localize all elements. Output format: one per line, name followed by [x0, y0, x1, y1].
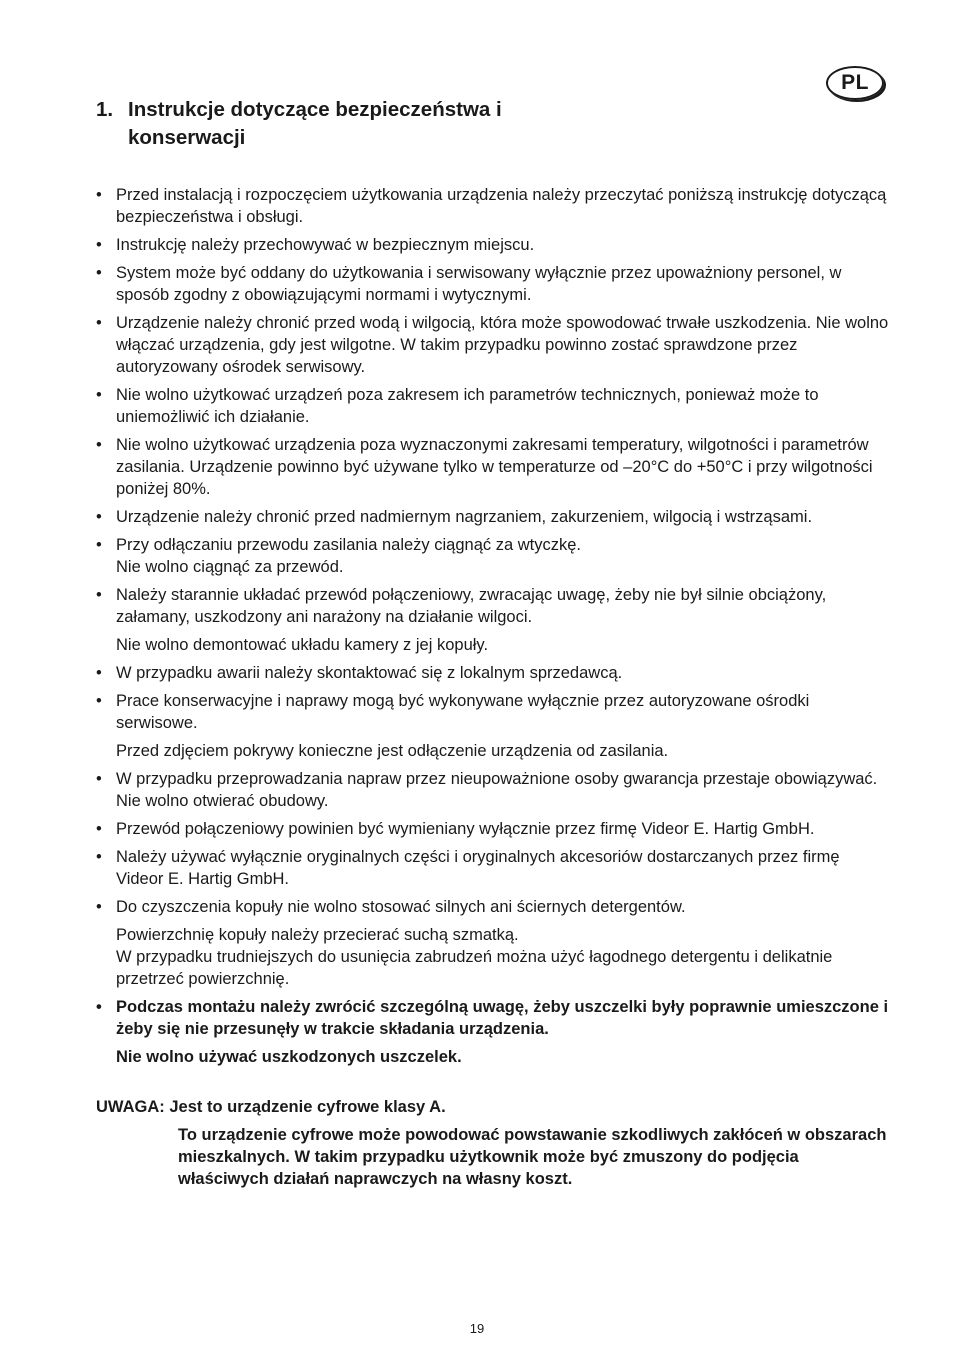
bullet-marker: • — [96, 236, 102, 254]
bullet-marker: • — [96, 508, 102, 526]
list-item-text: Przed instalacją i rozpoczęciem użytkowania urządzenia należy przeczytać poniższą instrukcję dotyczącą bezpieczeństwa i obsługi. — [116, 186, 887, 226]
page-number: 19 — [469, 1321, 485, 1336]
list-item — [96, 662, 891, 684]
list-item — [96, 262, 891, 306]
bullet-marker: • — [96, 264, 102, 282]
section-number: 1. — [96, 98, 114, 121]
list-item — [96, 584, 891, 656]
list-item — [96, 818, 891, 840]
gasket-note — [96, 996, 891, 1068]
bullet-marker: • — [96, 536, 102, 554]
list-item-text-line2: Nie wolno ciągnąć za przewód. — [116, 558, 344, 576]
list-item-text: Nie wolno użytkować urządzenia poza wyznaczonymi zakresami temperatury, wilgotności i parametrów zasilania. Urządzenie powinno być używane tylko w temperaturze od –20°C do +50°C i przy wilgotności poniżej 80%. — [116, 436, 873, 498]
section-title-line2: konserwacji — [128, 126, 246, 149]
list-item — [96, 690, 891, 762]
bullet-marker: • — [96, 848, 102, 866]
list-item-subtext-2: W przypadku trudniejszych do usunięcia zabrudzeń można użyć łagodnego detergentu i delikatnie przetrzeć powierzchnię. — [116, 948, 833, 988]
warning-label: UWAGA: — [96, 1098, 165, 1116]
list-item — [96, 184, 891, 228]
list-item-text: Przewód połączeniowy powinien być wymieniany wyłącznie przez firmę Videor E. Hartig GmbH. — [116, 820, 815, 838]
list-item — [96, 846, 891, 890]
list-item-text: Należy starannie układać przewód połączeniowy, zwracając uwagę, żeby nie był silnie obciążony, załamany, uszkodzony ani narażony na działanie wilgoci. — [116, 586, 827, 626]
bullet-marker: • — [96, 186, 102, 204]
list-item-text: Prace konserwacyjne i naprawy mogą być wykonywane wyłącznie przez autoryzowane ośrodki serwisowe. — [116, 692, 810, 732]
list-item — [96, 234, 891, 256]
bullet-marker: • — [96, 586, 102, 604]
section-heading — [96, 96, 616, 152]
section-title — [128, 96, 502, 152]
bullet-marker: • — [96, 770, 102, 788]
list-item — [96, 534, 891, 578]
safety-list — [96, 184, 891, 990]
list-item-subtext: Nie wolno używać uszkodzonych uszczelek. — [116, 1048, 462, 1066]
list-item-subtext: Nie wolno demontować układu kamery z jej kopuły. — [116, 636, 489, 654]
list-item-text: Urządzenie należy chronić przed nadmiernym nagrzaniem, zakurzeniem, wilgocią i wstrząsami. — [116, 508, 813, 526]
bullet-marker: • — [96, 386, 102, 404]
list-item-text: W przypadku awarii należy skontaktować się z lokalnym sprzedawcą. — [116, 664, 623, 682]
bullet-marker: • — [96, 314, 102, 332]
class-a-warning — [96, 1096, 891, 1190]
list-item — [96, 506, 891, 528]
list-item — [96, 384, 891, 428]
list-item — [96, 896, 891, 990]
warning-body: To urządzenie cyfrowe może powodować powstawanie szkodliwych zakłóceń w obszarach mieszkalnych. W takim przypadku użytkownik może być zmuszony do podjęcia właściwych działań naprawczych na własny koszt. — [178, 1126, 887, 1188]
language-badge: PL — [826, 66, 884, 100]
bullet-marker: • — [96, 898, 102, 916]
list-item — [96, 996, 891, 1068]
list-item-text: Urządzenie należy chronić przed wodą i wilgocią, która może spowodować trwałe uszkodzenia. Nie wolno włączać urządzenia, gdy jest wilgotne. W takim przypadku powinno zostać sprawdzone przez autoryzowany ośrodek serwisowy. — [116, 314, 889, 376]
list-item-text: Do czyszczenia kopuły nie wolno stosować silnych ani ściernych detergentów. — [116, 898, 686, 916]
list-item-text: Należy używać wyłącznie oryginalnych części i oryginalnych akcesoriów dostarczanych przez firmę Videor E. Hartig GmbH. — [116, 848, 840, 888]
list-item — [96, 312, 891, 378]
list-item — [96, 768, 891, 812]
list-item-text: W przypadku przeprowadzania napraw przez nieupoważnione osoby gwarancja przestaje obowiązywać. Nie wolno otwierać obudowy. — [116, 770, 878, 810]
list-item — [96, 434, 891, 500]
bullet-marker: • — [96, 664, 102, 682]
bullet-marker: • — [96, 436, 102, 454]
warning-headline: Jest to urządzenie cyfrowe klasy A. — [169, 1098, 446, 1116]
list-item-text: Przy odłączaniu przewodu zasilania należy ciągnąć za wtyczkę. — [116, 536, 581, 554]
section-title-line1: Instrukcje dotyczące bezpieczeństwa i — [128, 98, 502, 121]
list-item-text: Instrukcję należy przechowywać w bezpiecznym miejscu. — [116, 236, 535, 254]
list-item-subtext: Przed zdjęciem pokrywy konieczne jest odłączenie urządzenia od zasilania. — [116, 742, 669, 760]
bullet-marker: • — [96, 692, 102, 710]
list-item-text: System może być oddany do użytkowania i serwisowany wyłącznie przez upoważniony personel, w sposób zgodny z obowiązującymi normami i wytycznymi. — [116, 264, 842, 304]
list-item-text: Nie wolno użytkować urządzeń poza zakresem ich parametrów technicznych, ponieważ może to uniemożliwić ich działanie. — [116, 386, 819, 426]
bullet-marker: • — [96, 820, 102, 838]
list-item-text: Podczas montażu należy zwrócić szczególną uwagę, żeby uszczelki były poprawnie umieszczone i żeby się nie przesunęły w trakcie składania urządzenia. — [116, 998, 889, 1038]
bullet-marker: • — [96, 998, 102, 1016]
list-item-subtext: Powierzchnię kopuły należy przecierać suchą szmatką. — [116, 926, 519, 944]
document-body — [96, 184, 891, 1190]
